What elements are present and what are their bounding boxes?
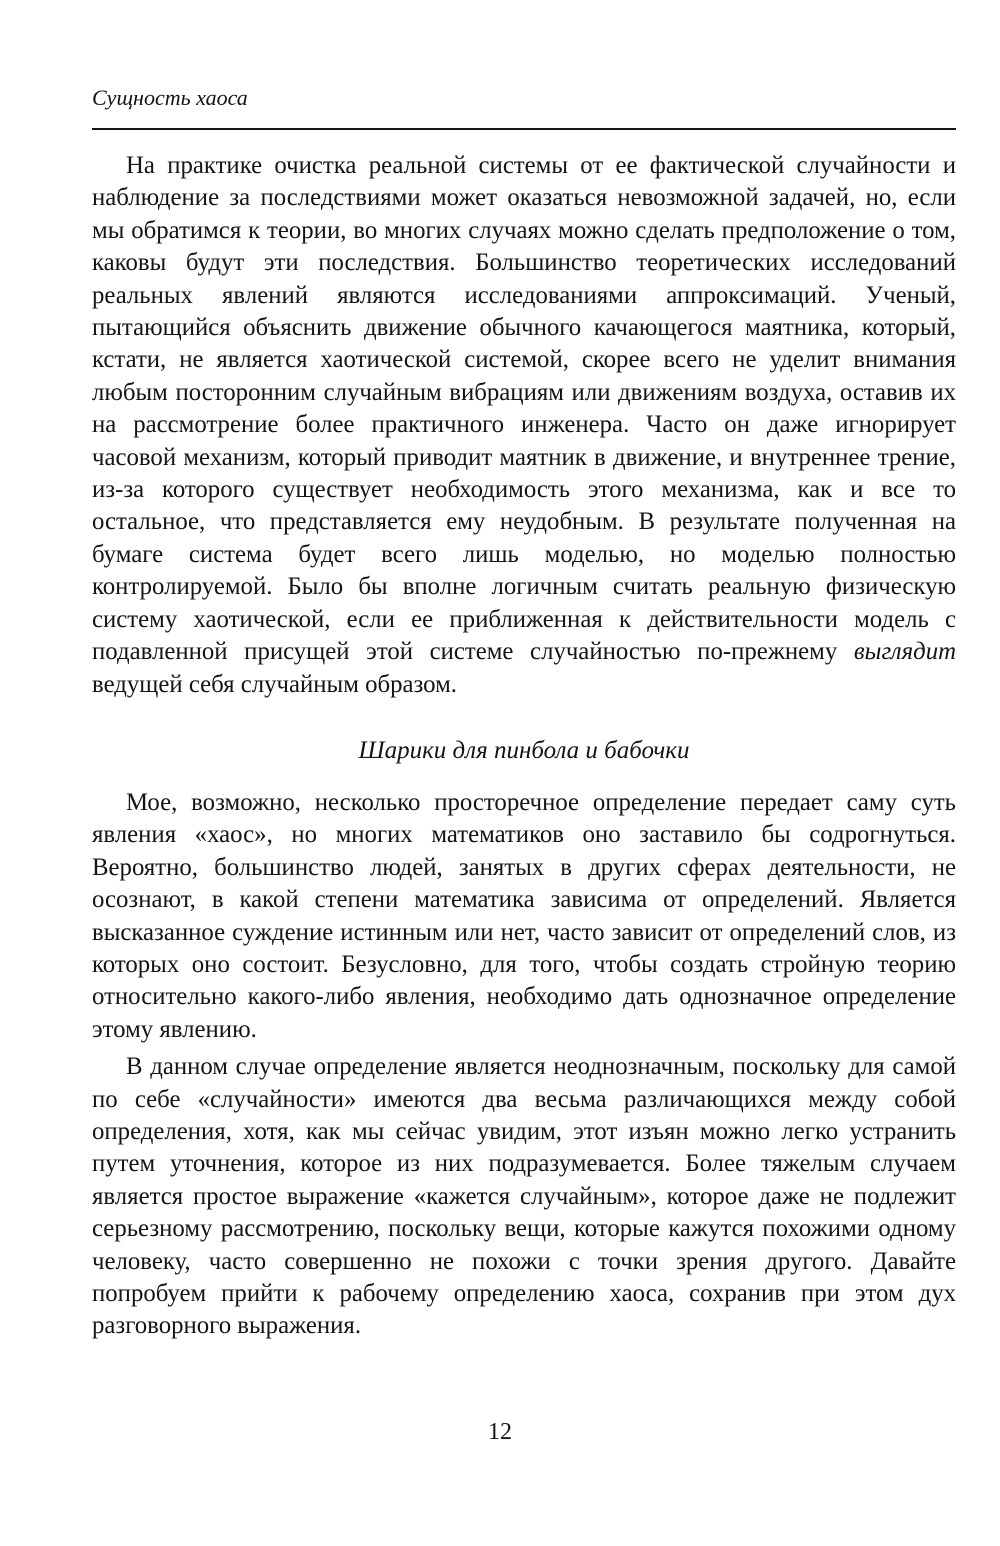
paragraph-3: В данном случае определение является неоднозначным, поскольку для самой по себе «случайности» имеются два весьма различающихся между собой определения, хотя, как мы сейчас увидим, этот изъян можно легко устранить путем уточнения, которое из них подразумевается. Более тяжелым случаем является простое выражение «кажется случайным», которое даже не подлежит серьезному рассмотрению, поскольку вещи, которые кажутся похожими одному человеку, часто совершенно не похожи с точки зрения другого. Давайте попробуем прийти к рабочему определению хаоса, сохранив при этом дух разговорного выражения. (92, 1053, 956, 1340)
paragraph-1 (92, 150, 956, 701)
page-number: 12 (488, 1419, 512, 1445)
emphasis-word: выглядит (853, 638, 956, 666)
paragraph-2: Мое, возможно, несколько просторечное определение передает саму суть явления «хаос», но многих математиков оно заставило бы содрогнуться. Вероятно, большинство людей, занятых в других сферах деятельности, не осознают, в какой степени математика зависима от определений. Является высказанное суждение истинным или нет, часто зависит от определений слов, из которых оно состоит. Безусловно, для того, чтобы создать стройную теорию относительно какого-либо явления, необходимо дать однозначное определение этому явлению. (92, 788, 956, 1043)
running-head: Сущность хаоса (92, 85, 248, 110)
page-content (92, 150, 956, 1343)
paragraph-1-text: На практике очистка реальной системы от ее фактической случайности и наблюдение за последствиями может оказаться невозможной задачей, но, если мы обратимся к теории, во многих случаях можно сделать предположение о том, каковы будут эти последствия. Большинство теоретических исследований реальных явлений являются исследованиями аппроксимаций. Ученый, пытающийся объяснить движение обычного качающегося маятника, который, кстати, не является хаотической системой, скорее всего не уделит внимания любым посторонним случайным вибрациям или движениям воздуха, оставив их на рассмотрение более практичного инженера. Часто он даже игнорирует часовой механизм, который приводит маятник в движение, и внутреннее трение, из-за которого существует необходимость этого механизма, как и все то остальное, что представляется ему неудобным. В результате полученная на бумаге система будет всего лишь моделью, но моделью полностью контролируемой. Было бы вполне логичным считать реальную физическую систему хаотической, если ее приближенная к действительности модель с подавленной присущей этой системе случайностью по-прежнему (92, 152, 956, 666)
section-title: Шарики для пинбола и бабочки (358, 736, 690, 764)
header-rule (92, 128, 956, 130)
paragraph-1-end: ведущей себя случайным образом. (92, 670, 457, 698)
